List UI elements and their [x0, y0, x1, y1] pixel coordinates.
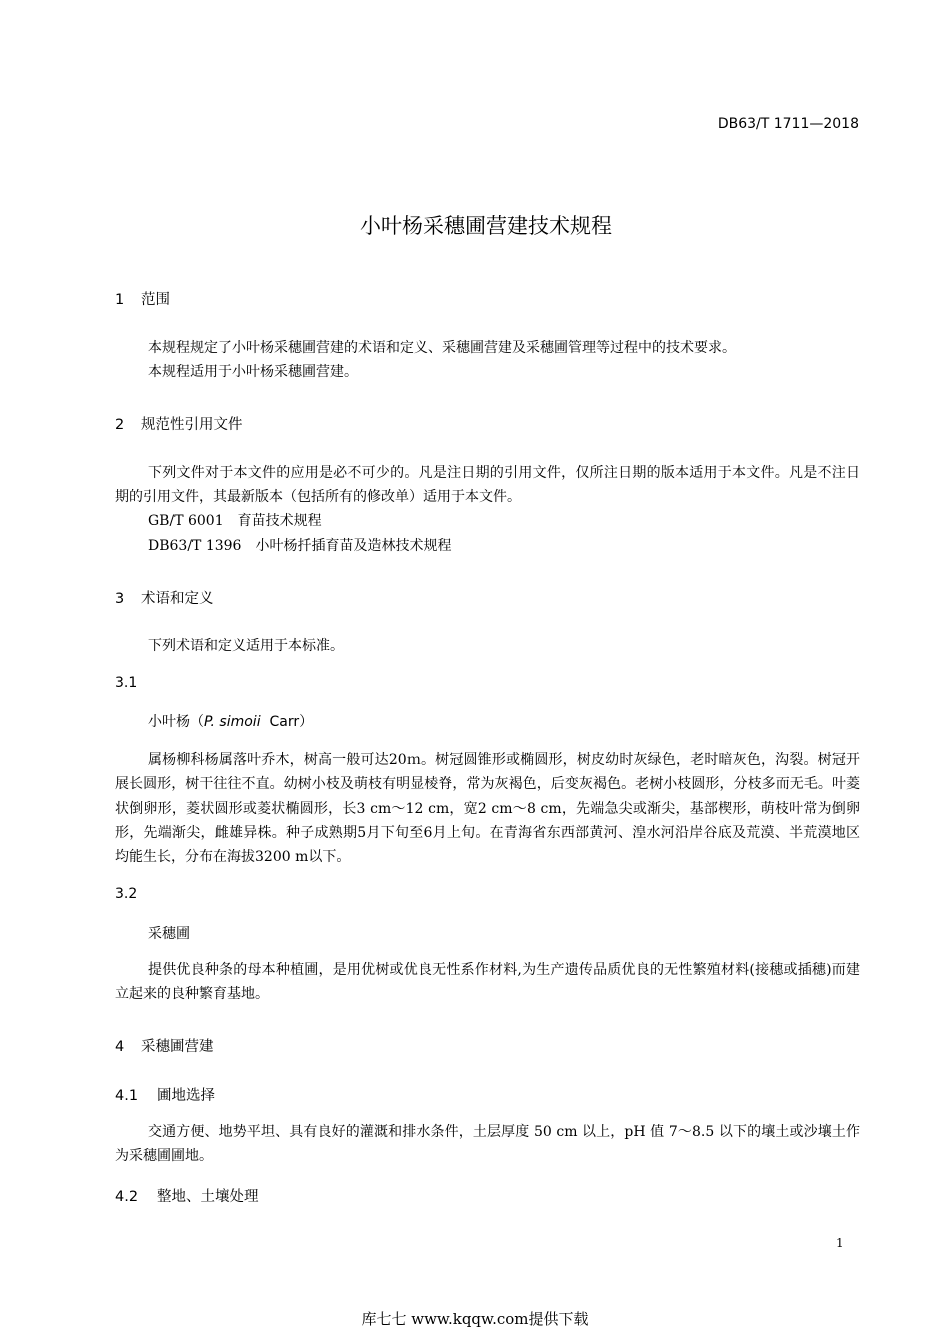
term-name: 采穗圃 [148, 926, 190, 942]
subsection-4-2-heading [115, 1185, 259, 1206]
scope-paragraph-1: 本规程规定了小叶杨采穗圃营建的术语和定义、采穗圃营建及采穗圃管理等过程中的技术要求。 [148, 340, 736, 356]
paren-open: （ [190, 714, 204, 730]
references-paragraph: 下列文件对于本文件的应用是必不可少的。凡是注日期的引用文件，仅所注日期的版本适用于本文件。凡是不注日期的引用文件，其最新版本（包括所有的修改单）适用于本文件。 [115, 465, 860, 506]
reference-code: GB/T 6001 [148, 513, 224, 529]
section-title: 术语和定义 [141, 591, 214, 607]
term-definition: 提供优良种条的母本种植圃，是用优树或优良无性系作材料,为生产遗传品质优良的无性繁殖材料(接穗或插穗)而建立起来的良种繁育基地。 [115, 962, 860, 1003]
reference-code: DB63/T 1396 [148, 538, 242, 554]
term-chinese-name: 小叶杨 [148, 714, 190, 730]
section-title: 采穗圃营建 [141, 1039, 214, 1055]
subsection-title: 整地、土壤处理 [157, 1189, 259, 1205]
paren-close: ） [299, 714, 314, 730]
section-number: 3 [115, 591, 125, 607]
section-number: 2 [115, 417, 125, 433]
section-number: 1 [115, 292, 125, 308]
subsection-title: 圃地选择 [157, 1088, 215, 1104]
page-number: 1 [836, 1236, 844, 1250]
section-1-heading [115, 288, 170, 309]
download-footer: 库七七 www.kqqw.com提供下载 [361, 1310, 589, 1328]
subsection-number: 4.2 [115, 1189, 139, 1205]
reference-item [148, 534, 451, 558]
section-number: 4 [115, 1039, 125, 1055]
subsection-4-1-heading [115, 1084, 215, 1105]
site-selection-paragraph: 交通方便、地势平坦、具有良好的灌溉和排水条件，土层厚度 50 cm 以上，pH 值 7～8.5 以下的壤土或沙壤土作为采穗圃圃地。 [115, 1124, 860, 1165]
section-title: 范围 [141, 292, 170, 308]
document-code: DB63/T 1711—2018 [717, 116, 859, 132]
term-name [148, 711, 313, 731]
terms-intro: 下列术语和定义适用于本标准。 [148, 638, 344, 654]
reference-title: 小叶杨扦插育苗及造林技术规程 [255, 538, 452, 554]
term-number: 3.1 [115, 675, 138, 691]
reference-item [148, 509, 322, 533]
term-number: 3.2 [115, 886, 138, 902]
scope-paragraph-2: 本规程适用于小叶杨采穗圃营建。 [148, 364, 358, 380]
section-4-heading [115, 1035, 214, 1056]
section-title: 规范性引用文件 [141, 417, 243, 433]
scientific-name: P. simoii [204, 714, 261, 730]
reference-title: 育苗技术规程 [237, 513, 322, 529]
term-definition: 属杨柳科杨属落叶乔木，树高一般可达20ｍ。树冠圆锥形或椭圆形，树皮幼时灰绿色，老时暗灰色，沟裂。树冠开展长圆形，树干往往不直。幼树小枝及萌枝有明显棱脊，常为灰褐色，后变灰褐色。老树小枝圆形，分枝多而无毛。叶菱状倒卵形，菱状圆形或菱状椭圆形，长3 cm～12 cm，宽2 cm～8 cm，先端急尖或渐尖，基部楔形，萌枝叶常为倒卵形，先端渐尖，雌雄异株。种子成熟期5月下旬至6月上旬。在青海省东西部黄河、湟水河沿岸谷底及荒漠、半荒漠地区均能生长，分布在海拔3200 m以下。 [115, 752, 860, 866]
section-3-heading [115, 587, 214, 608]
subsection-number: 4.1 [115, 1088, 139, 1104]
authority: Carr [269, 714, 300, 730]
page-title: 小叶杨采穗圃营建技术规程 [360, 214, 612, 238]
section-2-heading [115, 413, 243, 434]
